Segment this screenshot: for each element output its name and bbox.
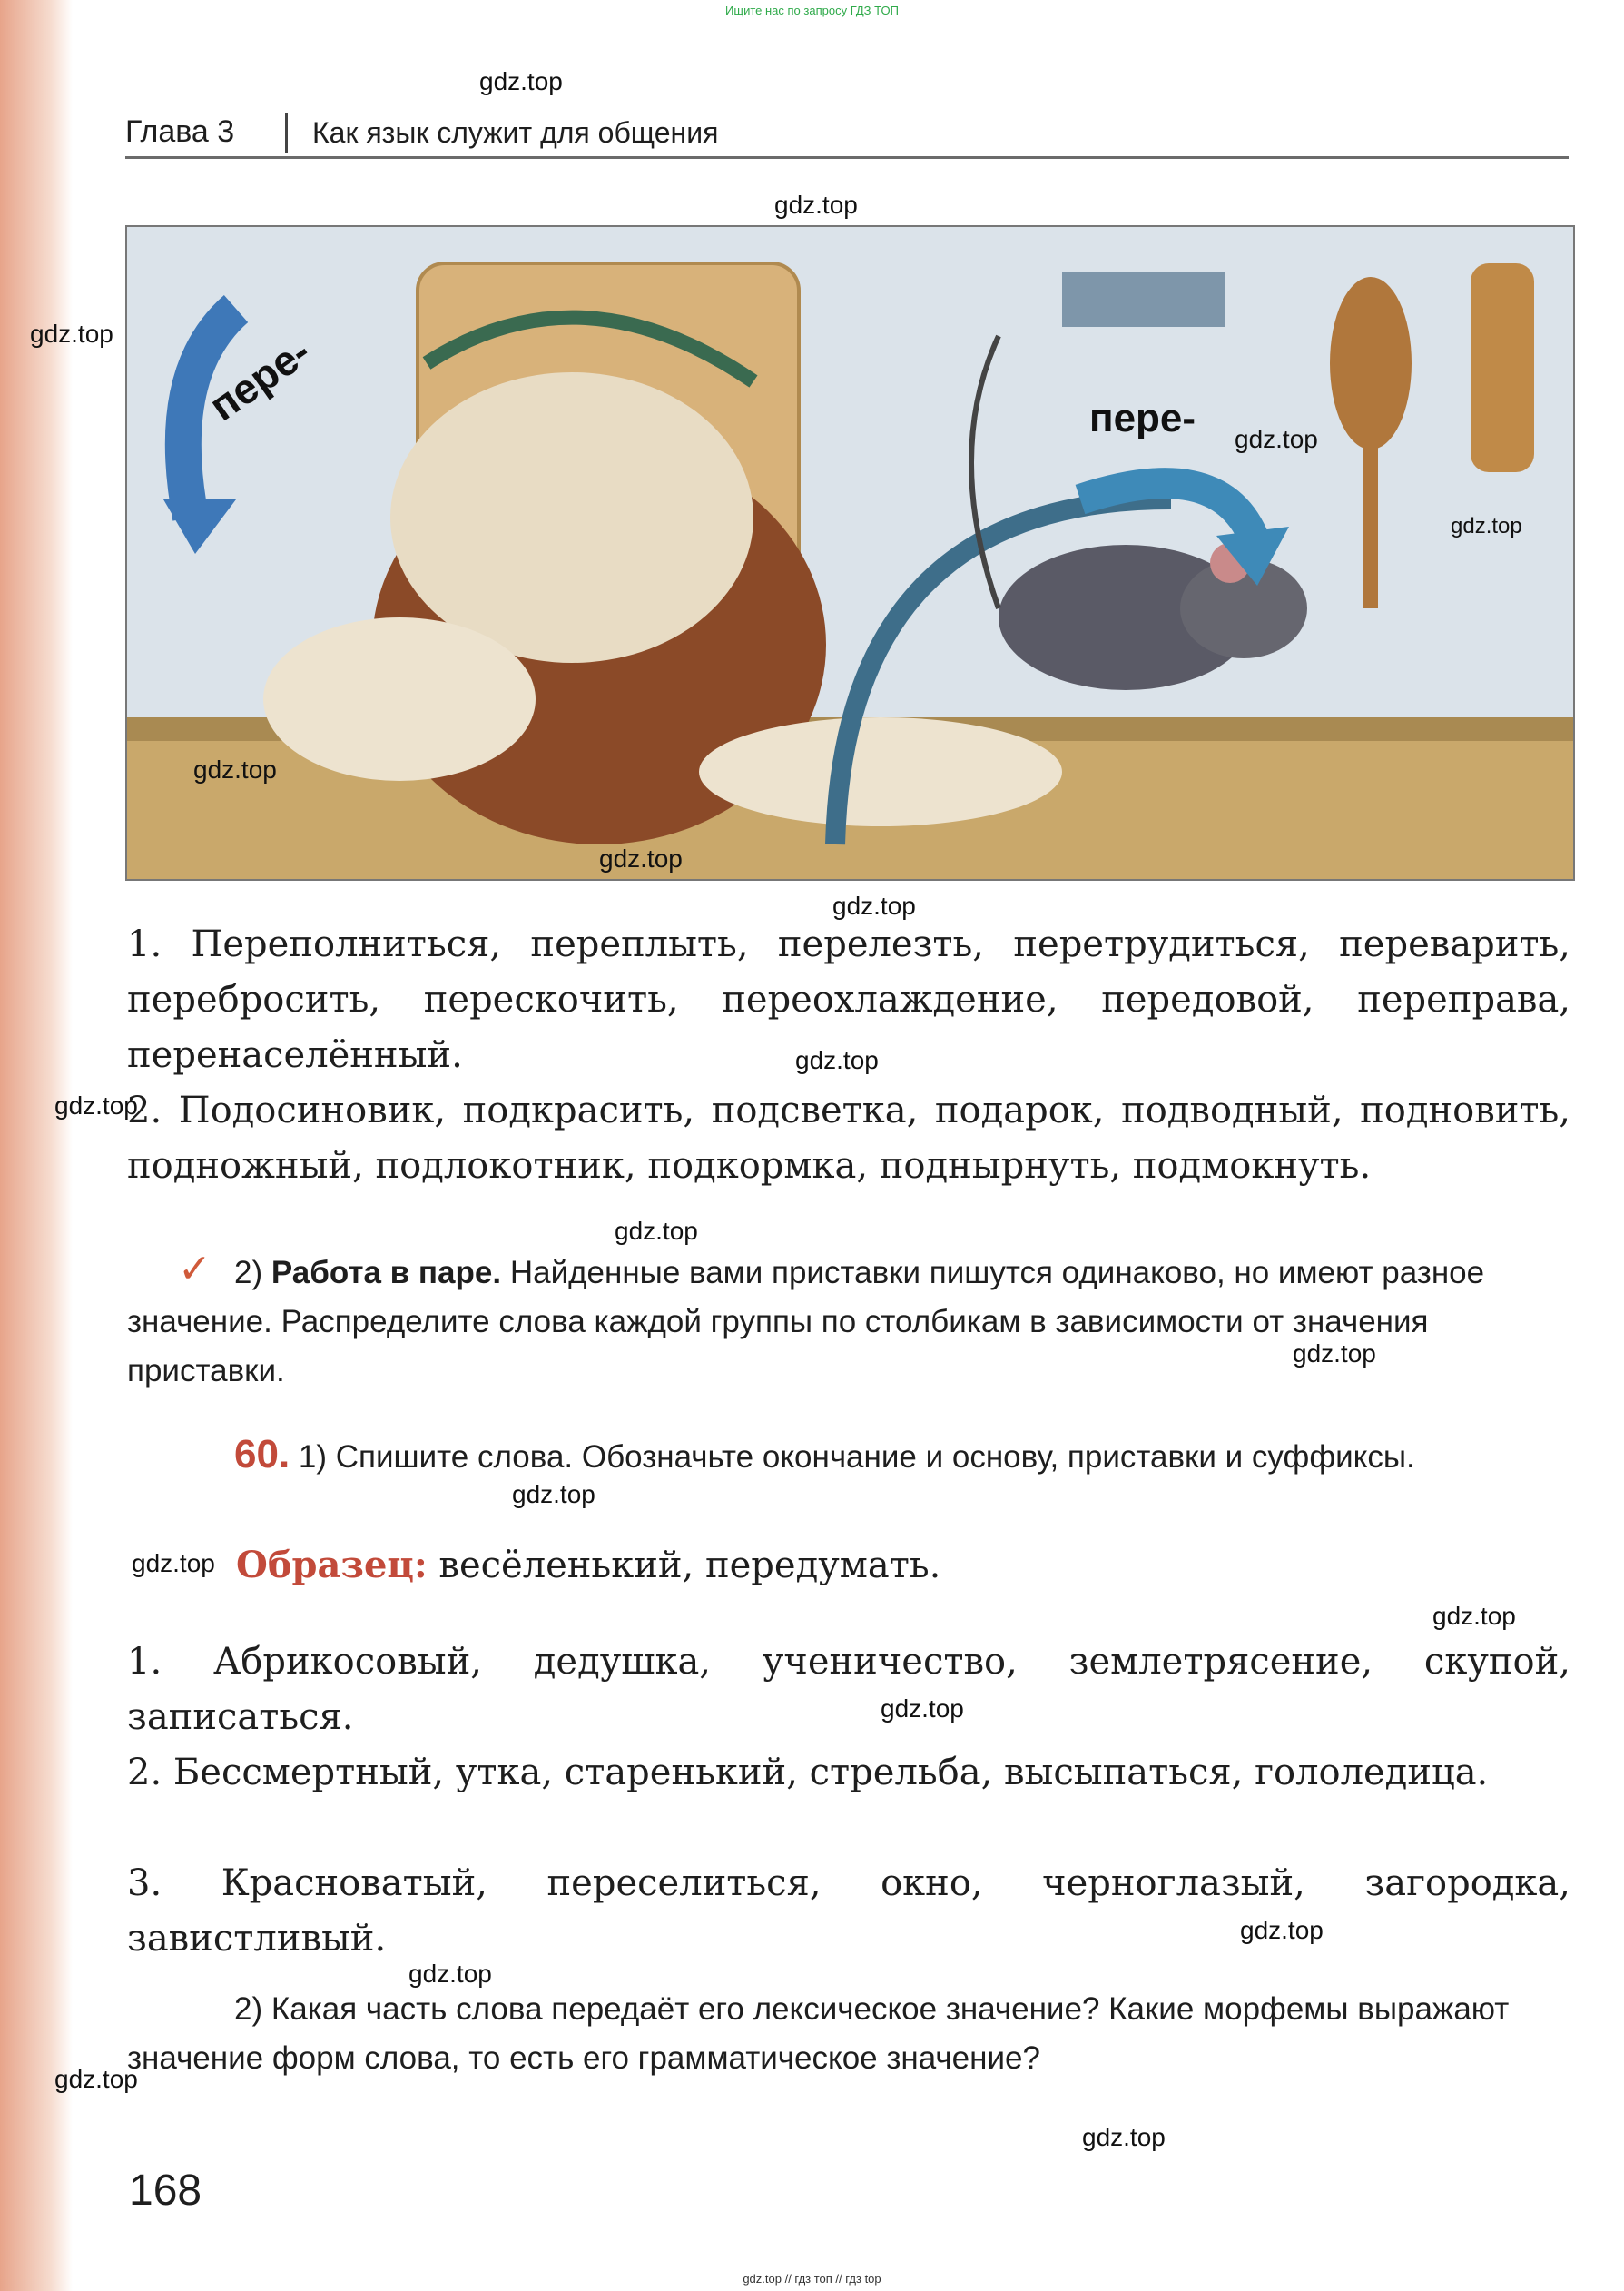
task-text: Найденные вами приставки пишутся одинаково, но имеют разное значение. Распределите слова каждой группы по столбикам в зависимости от значения приставки. (127, 1255, 1485, 1388)
header-separator (285, 113, 288, 153)
task-number: 2) (234, 1255, 263, 1290)
watermark: gdz.top (1240, 1916, 1324, 1944)
watermark: gdz.top (479, 67, 563, 95)
watermark: gdz.top (30, 320, 113, 348)
watermark: gdz.top (795, 1046, 879, 1074)
ex60-word-list-2: 2. Бессмертный, утка, старенький, стрельба, высыпаться, гололедица. (127, 1752, 1489, 1793)
ex59-word-list-2: 2. Подосиновик, подкрасить, подсветка, подарок, подводный, подновить, подножный, подлокотник, подкормка, поднырнуть, подмокнуть. (127, 1090, 1570, 1187)
chapter-title: Как язык служит для общения (312, 116, 719, 149)
sample-line (236, 1544, 940, 1586)
ex60-word-list-3: 3. Красноватый, переселиться, окно, черноглазый, загородка, завистливый. (127, 1862, 1570, 1960)
watermark: gdz.top (132, 1549, 215, 1577)
ex60-task-2: 2) Какая часть слова передаёт его лексическое значение? Какие морфемы выражают значение форм слова, то есть его грамматическое значение? (127, 1991, 1510, 2076)
watermark: gdz.top (193, 755, 277, 784)
chapter-header (125, 109, 1569, 159)
sample-label: Образец: (236, 1544, 428, 1586)
top-note: Ищите нас по запросу ГДЗ ТОП (725, 4, 899, 17)
watermark: gdz.top (1082, 2123, 1166, 2151)
ex59-word-list-1: 1. Переполниться, переплыть, перелезть, перетрудиться, переварить, перебросить, перескочить, переохлаждение, передовой, переправа, перенаселённый. (127, 923, 1570, 1076)
watermark: gdz.top (1235, 425, 1318, 453)
watermark: gdz.top (54, 2065, 138, 2093)
task-text: 1) Спишите слова. Обозначьте окончание и основу, приставки и суффиксы. (298, 1439, 1415, 1475)
illustration-mushroom-mouse (125, 225, 1575, 881)
watermark: gdz.top (408, 1960, 492, 1988)
pair-work-label: Работа в паре. (271, 1255, 502, 1290)
watermark: gdz.top (774, 191, 858, 219)
watermark: gdz.top (54, 1091, 138, 1120)
watermark: gdz.top (881, 1694, 964, 1723)
watermark: gdz.top (1432, 1602, 1516, 1630)
watermark: gdz.top (599, 844, 683, 873)
watermark: gdz.top (1293, 1339, 1376, 1368)
bottom-note: gdz.top // гдз топ // гдз top (743, 2272, 881, 2286)
watermark: gdz.top (615, 1217, 698, 1245)
exercise-number: 60. (234, 1432, 290, 1476)
prefix-label-left: пере- (200, 327, 319, 430)
sample-words: весёленький, передумать. (438, 1545, 941, 1586)
ex59-task-2 (127, 1249, 1570, 1396)
watermark: gdz.top (512, 1480, 595, 1508)
chapter-label: Глава 3 (125, 114, 235, 149)
ex60-task-1 (127, 1430, 1570, 1482)
page-number: 168 (129, 2167, 202, 2215)
watermark: gdz.top (1451, 514, 1522, 538)
watermark: gdz.top (832, 892, 916, 920)
pair-work-check-icon: ✓ (178, 1247, 212, 1291)
ex60-word-list-1: 1. Абрикосовый, дедушка, ученичество, землетрясение, скупой, записаться. (127, 1641, 1570, 1738)
prefix-label-right: пере- (1089, 396, 1196, 440)
